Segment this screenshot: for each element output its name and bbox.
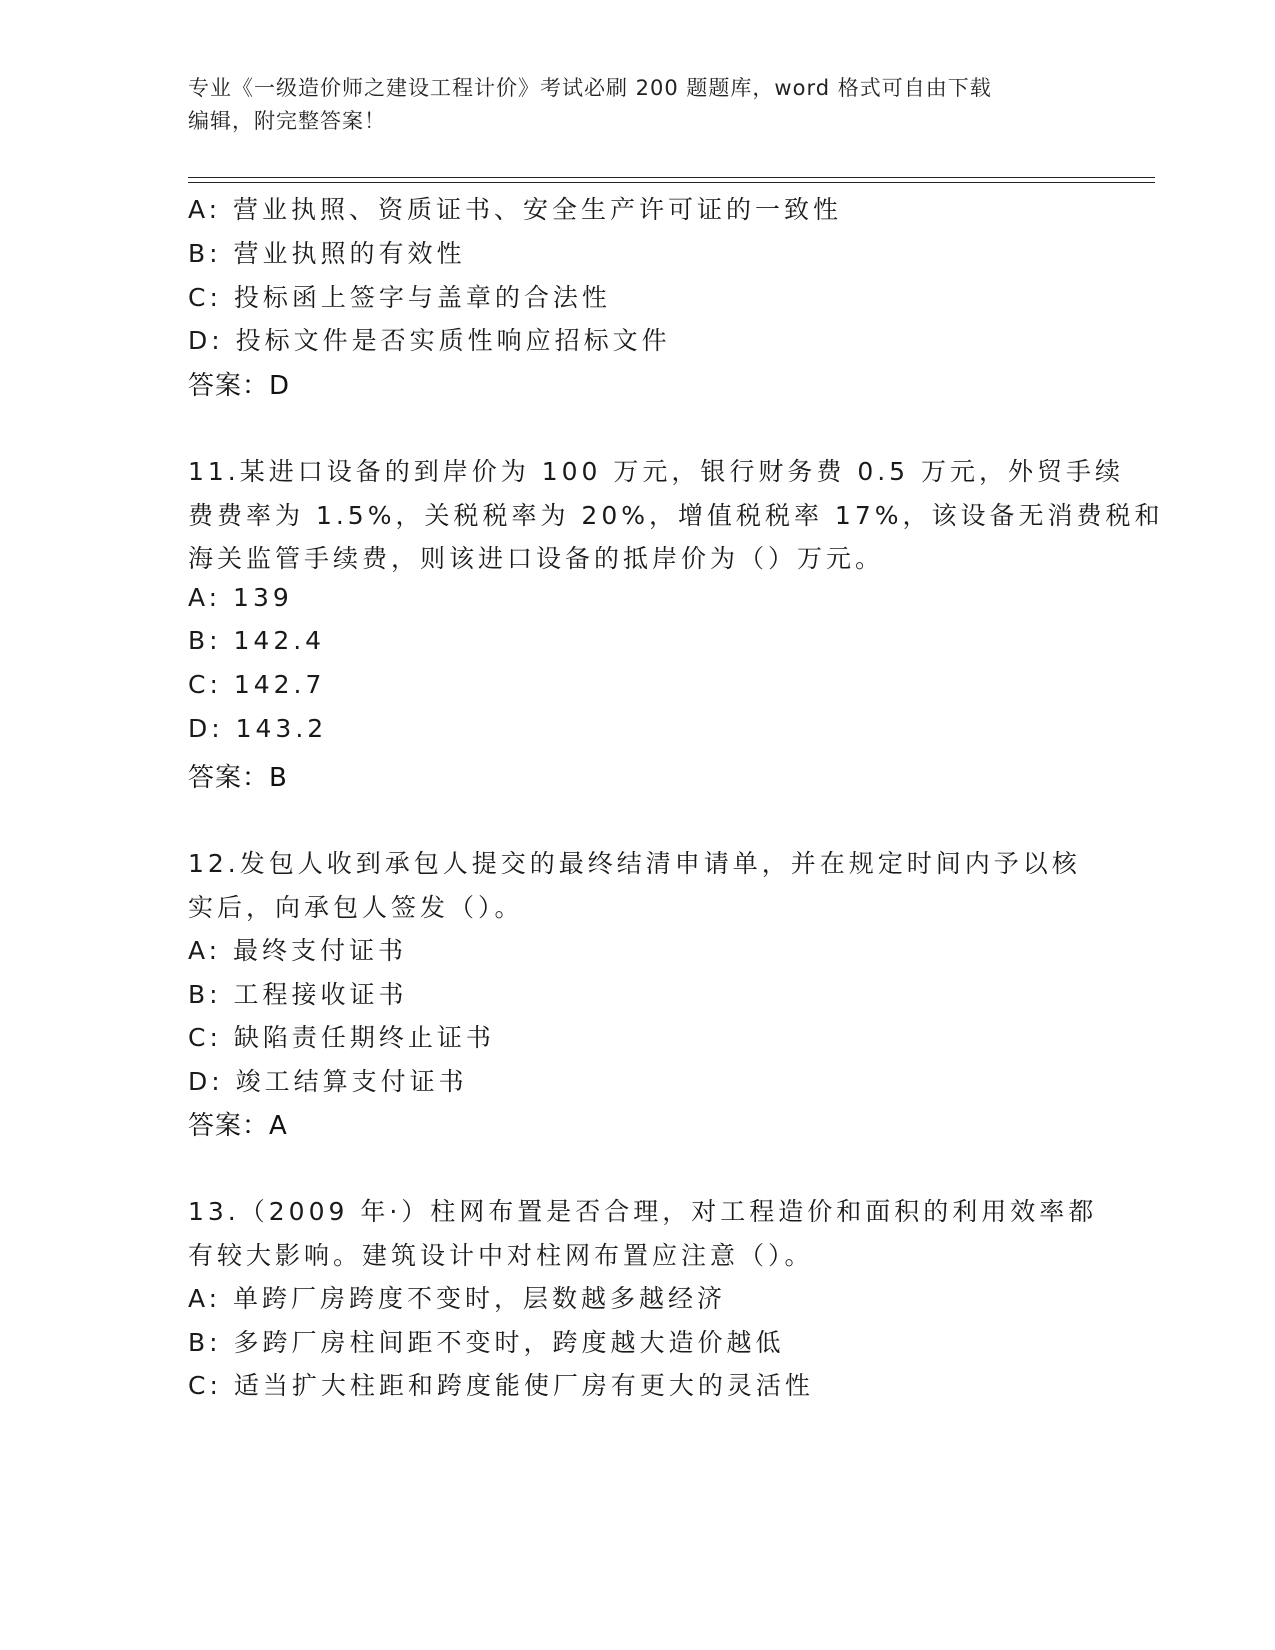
q12-option-d: D: 竣工结算支付证书 bbox=[188, 1067, 468, 1096]
q12-option-b: B: 工程接收证书 bbox=[188, 980, 408, 1009]
q11-stem-line-2: 费费率为 1.5%，关税税率为 20%，增值税税率 17%，该设备无消费税和 bbox=[188, 501, 1164, 530]
q11-option-c: C: 142.7 bbox=[188, 670, 326, 699]
q10-option-d: D: 投标文件是否实质性响应招标文件 bbox=[188, 326, 671, 355]
header-divider-bottom bbox=[188, 182, 1155, 183]
q12-stem-line-1: 12.发包人收到承包人提交的最终结清申请单，并在规定时间内予以核 bbox=[188, 849, 1081, 878]
q12-option-a: A: 最终支付证书 bbox=[188, 936, 408, 965]
q11-option-d: D: 143.2 bbox=[188, 714, 328, 743]
q13-option-a: A: 单跨厂房跨度不变时，层数越多越经济 bbox=[188, 1284, 727, 1313]
q11-option-a: A: 139 bbox=[188, 583, 293, 612]
header-divider-top bbox=[188, 177, 1155, 178]
q13-option-b: B: 多跨厂房柱间距不变时，跨度越大造价越低 bbox=[188, 1328, 785, 1357]
header-line-1: 专业《一级造价师之建设工程计价》考试必刷 200 题题库，word 格式可自由下载 bbox=[188, 76, 992, 100]
q11-stem-line-3: 海关监管手续费，则该进口设备的抵岸价为（）万元。 bbox=[188, 544, 885, 573]
q10-option-a: A: 营业执照、资质证书、安全生产许可证的一致性 bbox=[188, 195, 843, 224]
q11-option-b: B: 142.4 bbox=[188, 626, 326, 655]
q10-option-b: B: 营业执照的有效性 bbox=[188, 239, 466, 268]
q10-option-c: C: 投标函上签字与盖章的合法性 bbox=[188, 283, 611, 312]
q11-answer: 答案：B bbox=[188, 763, 288, 793]
q10-answer: 答案：D bbox=[188, 371, 291, 401]
q13-option-c: C: 适当扩大柱距和跨度能使厂房有更大的灵活性 bbox=[188, 1371, 814, 1400]
q12-option-c: C: 缺陷责任期终止证书 bbox=[188, 1023, 495, 1052]
header-line-2: 编辑，附完整答案！ bbox=[188, 109, 386, 133]
q12-stem-line-2: 实后，向承包人签发（）。 bbox=[188, 893, 524, 922]
q13-stem-line-2: 有较大影响。建筑设计中对柱网布置应注意（）。 bbox=[188, 1241, 814, 1270]
document-header bbox=[188, 72, 1088, 138]
q13-stem-line-1: 13.（2009 年·）柱网布置是否合理，对工程造价和面积的利用效率都 bbox=[188, 1197, 1098, 1226]
q12-answer: 答案：A bbox=[188, 1111, 288, 1141]
q11-stem-line-1: 11.某进口设备的到岸价为 100 万元，银行财务费 0.5 万元，外贸手续 bbox=[188, 457, 1125, 486]
